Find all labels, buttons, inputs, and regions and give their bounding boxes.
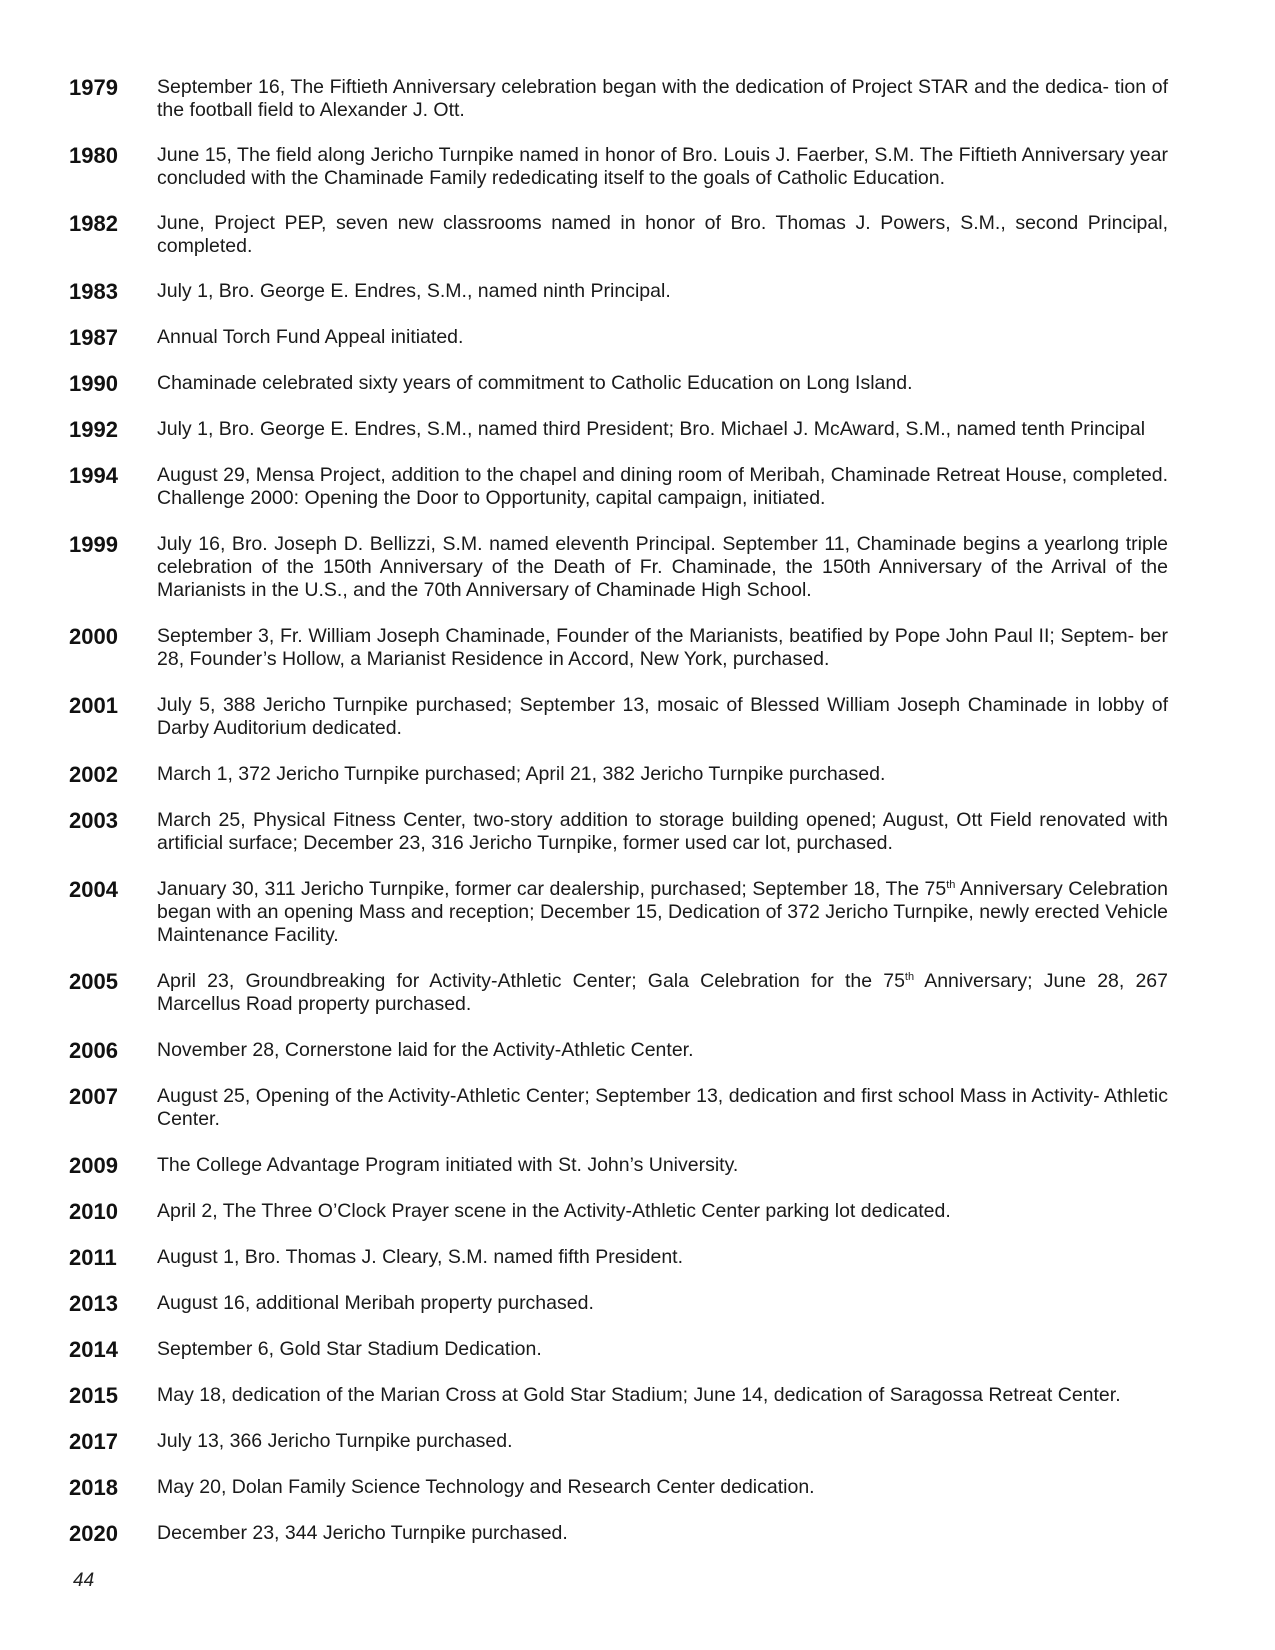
entry-text: May 20, Dolan Family Science Technology and Research Center dedication. (157, 1476, 815, 1498)
entry-year: 2015 (69, 1383, 118, 1408)
entry-text: March 1, 372 Jericho Turnpike purchased; April 21, 382 Jericho Turnpike purchased. (157, 763, 886, 785)
ordinal-suffix: th (904, 971, 915, 983)
entry-text: June 15, The field along Jericho Turnpike named in honor of Bro. Louis J. Faerber, S.M. The Fiftieth Anniversary year concluded with the Chaminade Family rededicating itself to the goals of Catholic Education. (157, 144, 1168, 189)
entry-text (157, 970, 1168, 1016)
entry-text: November 28, Cornerstone laid for the Activity-Athletic Center. (157, 1039, 694, 1061)
entry-year: 1999 (69, 532, 118, 557)
ordinal-suffix: th (946, 879, 956, 891)
entry-year: 2018 (69, 1475, 118, 1500)
entry-year: 1992 (69, 417, 118, 442)
entry-year: 2000 (69, 624, 118, 649)
entry-text: Chaminade celebrated sixty years of commitment to Catholic Education on Long Island. (157, 372, 913, 394)
entry-text-before: April 23, Groundbreaking for Activity-Athletic Center; Gala Celebration for the 75 (157, 970, 905, 992)
entry-text: April 2, The Three O’Clock Prayer scene in the Activity-Athletic Center parking lot dedicated. (157, 1200, 951, 1222)
entry-text-after: Anniversary Celebration began with an opening Mass and reception; December 15, Dedication of 372 Jericho Turnpike, newly erected Vehicle Maintenance Facility. (157, 878, 1168, 946)
entry-year: 2013 (69, 1291, 118, 1316)
entry-text: August 25, Opening of the Activity-Athletic Center; September 13, dedication and first school Mass in Activity- Athletic Center. (157, 1085, 1168, 1130)
entry-year: 2003 (69, 808, 118, 833)
entry-year: 2010 (69, 1199, 118, 1224)
entry-year: 2006 (69, 1038, 118, 1063)
entry-year: 1987 (69, 325, 118, 350)
entry-text: August 1, Bro. Thomas J. Cleary, S.M. named fifth President. (157, 1246, 684, 1268)
entry-year: 1982 (69, 211, 118, 236)
entry-text: Annual Torch Fund Appeal initiated. (157, 326, 464, 348)
entry-year: 1994 (69, 463, 118, 488)
entry-text: September 16, The Fiftieth Anniversary celebration began with the dedication of Project STAR and the dedica- tion of the football field to Alexander J. Ott. (157, 76, 1168, 121)
page-number: 44 (73, 1570, 95, 1591)
entry-text (157, 878, 1168, 947)
entry-text-after: Anniversary; June 28, 267 Marcellus Road property purchased. (157, 970, 1168, 1015)
entry-year: 2002 (69, 762, 118, 787)
entry-text: August 29, Mensa Project, addition to the chapel and dining room of Meribah, Chaminade Retreat House, completed. Challenge 2000: Opening the Door to Opportunity, capital campaign, initiated. (157, 464, 1168, 509)
entry-text: June, Project PEP, seven new classrooms named in honor of Bro. Thomas J. Powers, S.M., second Principal, completed. (157, 212, 1168, 257)
entry-text: July 5, 388 Jericho Turnpike purchased; September 13, mosaic of Blessed William Joseph Chaminade in lobby of Darby Auditorium dedicated. (157, 694, 1168, 739)
entry-year: 2001 (69, 693, 118, 718)
entry-text: December 23, 344 Jericho Turnpike purchased. (157, 1522, 568, 1544)
entry-text: July 13, 366 Jericho Turnpike purchased. (157, 1430, 513, 1452)
entry-text: August 16, additional Meribah property purchased. (157, 1292, 594, 1314)
entry-year: 1980 (69, 143, 118, 168)
entry-year: 2014 (69, 1337, 118, 1362)
entry-text: March 25, Physical Fitness Center, two-story addition to storage building opened; August, Ott Field renovated with artificial surface; December 23, 316 Jericho Turnpike, former used car lot, purchased. (157, 809, 1168, 854)
entry-text-before: January 30, 311 Jericho Turnpike, former car dealership, purchased; September 18, The 75 (157, 878, 947, 900)
entry-year: 1990 (69, 371, 118, 396)
entry-text: The College Advantage Program initiated with St. John’s University. (157, 1154, 739, 1176)
entry-year: 1979 (69, 75, 118, 100)
entry-year: 2007 (69, 1084, 118, 1109)
entry-text: July 1, Bro. George E. Endres, S.M., named third President; Bro. Michael J. McAward, S.M., named tenth Principal (157, 418, 1146, 440)
entry-year: 2020 (69, 1521, 118, 1546)
entry-text: September 3, Fr. William Joseph Chaminade, Founder of the Marianists, beatified by Pope John Paul II; Septem- ber 28, Founder’s Hollow, a Marianist Residence in Accord, New York, purchased. (157, 625, 1168, 670)
entry-year: 2004 (69, 877, 118, 902)
entry-text: May 18, dedication of the Marian Cross at Gold Star Stadium; June 14, dedication of Saragossa Retreat Center. (157, 1384, 1121, 1406)
entry-year: 2011 (69, 1245, 117, 1270)
entry-text: September 6, Gold Star Stadium Dedication. (157, 1338, 542, 1360)
entry-text: July 16, Bro. Joseph D. Bellizzi, S.M. named eleventh Principal. September 11, Chaminade begins a yearlong triple celebration of the 150th Anniversary of the Death of Fr. Chaminade, the 150th Anniversary of the Arrival of the Marianists in the U.S., and the 70th Anniversary of Chaminade High School. (157, 533, 1168, 601)
entry-text: July 1, Bro. George E. Endres, S.M., named ninth Principal. (157, 280, 671, 302)
entry-year: 2005 (69, 969, 118, 994)
entry-year: 2009 (69, 1153, 118, 1178)
entry-year: 2017 (69, 1429, 118, 1454)
entry-year: 1983 (69, 279, 118, 304)
